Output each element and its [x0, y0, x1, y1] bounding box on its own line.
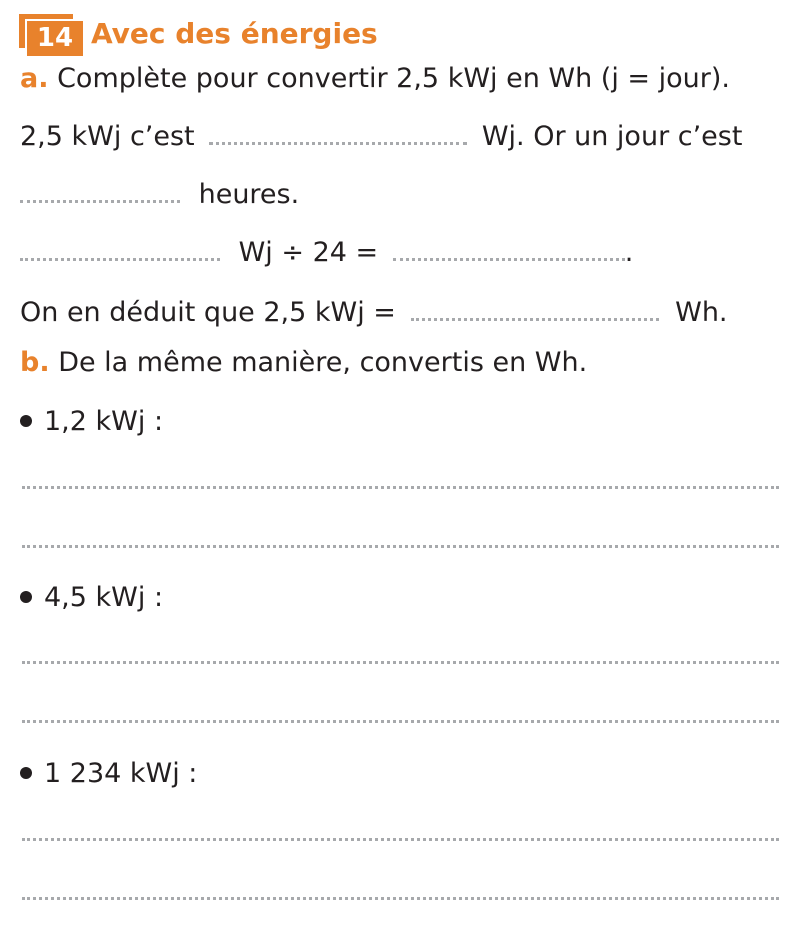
list-item-2: [20, 581, 163, 615]
answer-line-3b[interactable]: [22, 897, 779, 900]
list-item-3: [20, 757, 197, 791]
item-2-label: 4,5 kWj :: [44, 582, 164, 613]
exercise-title: Avec des énergies: [91, 17, 378, 50]
answer-blank-1[interactable]: [209, 141, 467, 145]
part-a-label: a.: [20, 63, 49, 94]
line2-end-text: heures.: [198, 179, 300, 210]
part-a-line-2: [20, 178, 299, 212]
bullet-icon: [20, 767, 32, 779]
exercise-number: 14: [25, 19, 83, 56]
answer-line-3a[interactable]: [22, 838, 779, 841]
line1-end-text: Wj. Or un jour c’est: [481, 121, 743, 152]
line3-end-text: .: [624, 237, 634, 268]
answer-line-2b[interactable]: [22, 720, 779, 723]
line1-start-text: 2,5 kWj c’est: [20, 121, 195, 152]
part-b-instruction: De la même manière, convertis en Wh.: [58, 347, 588, 378]
answer-line-1a[interactable]: [22, 486, 779, 489]
part-a-line-1: [20, 120, 742, 154]
answer-blank-3[interactable]: [20, 257, 220, 261]
list-item-1: [20, 405, 163, 439]
bullet-icon: [20, 415, 32, 427]
line3-mid-text: Wj ÷ 24 =: [238, 237, 379, 268]
answer-blank-4[interactable]: [393, 257, 625, 261]
item-3-label: 1 234 kWj :: [44, 758, 198, 789]
part-a-instruction-line: [20, 62, 730, 96]
exercise-number-badge: [19, 14, 81, 54]
line4-start-text: On en déduit que 2,5 kWj =: [20, 297, 396, 328]
answer-line-1b[interactable]: [22, 545, 779, 548]
bullet-icon: [20, 591, 32, 603]
part-a-instruction: Complète pour convertir 2,5 kWj en Wh (j = jour).: [57, 63, 730, 94]
answer-line-2a[interactable]: [22, 661, 779, 664]
item-1-label: 1,2 kWj :: [44, 406, 164, 437]
part-b-label: b.: [20, 347, 50, 378]
answer-blank-2[interactable]: [20, 199, 180, 203]
answer-blank-5[interactable]: [411, 317, 659, 321]
part-b-instruction-line: [20, 346, 587, 380]
line4-end-text: Wh.: [675, 297, 728, 328]
part-a-line-3: [20, 236, 633, 270]
part-a-line-4: [20, 296, 728, 330]
